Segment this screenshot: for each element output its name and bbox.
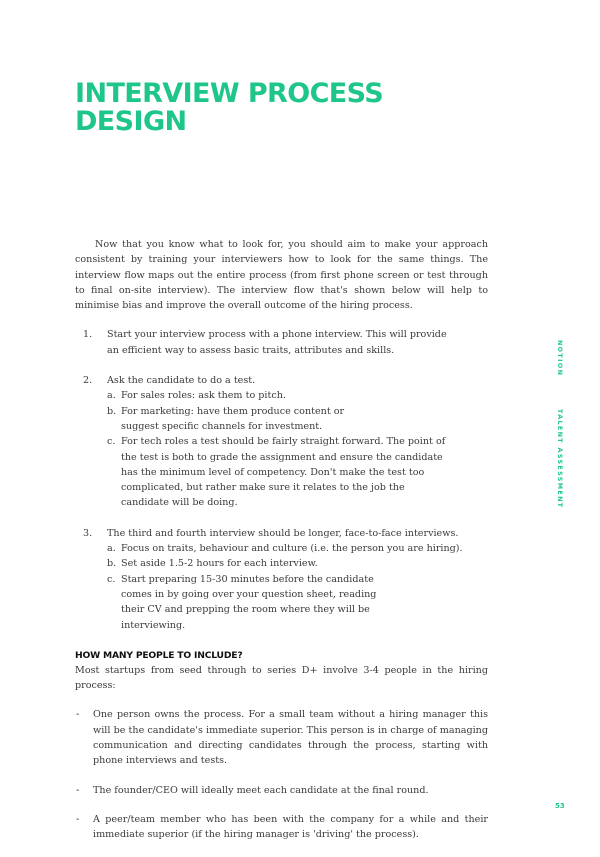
step-item <box>75 373 488 511</box>
sub-step-item <box>107 541 463 556</box>
people-item <box>75 812 488 843</box>
people-list <box>75 707 488 842</box>
sub-step-text: For marketing: have them produce content or suggest specific channels for investment. <box>121 405 345 432</box>
dash-bullet-icon: - <box>76 709 80 721</box>
page-title <box>75 80 383 136</box>
sub-step-letter: a. <box>107 390 116 402</box>
step-text: Start your interview process with a phone interview. This will provide an efficient way to assess basic traits, attributes and skills. <box>107 329 447 356</box>
sub-step-letter: c. <box>107 573 116 585</box>
step-text: Ask the candidate to do a test. <box>107 375 256 387</box>
step-item <box>75 526 488 633</box>
sub-step-text: For tech roles a test should be fairly straight forward. The point of the test is both to grade the assignment and ensure the candidate has the minimum level of competency. Don't make the test too complicated, but rather make sure it relates to the job the candidate will be doing. <box>121 436 446 509</box>
sub-step-item <box>107 404 448 435</box>
sub-step-letter: b. <box>107 558 117 570</box>
sub-steps-list <box>107 388 448 510</box>
step-number: 2. <box>83 375 93 387</box>
step-text: The third and fourth interview should be longer, face-to-face interviews. <box>107 527 459 539</box>
sub-step-item <box>107 572 463 633</box>
body-text <box>75 237 488 857</box>
sub-step-text: Focus on traits, behaviour and culture (i.e. the person you are hiring). <box>121 543 463 555</box>
sub-steps-list <box>107 541 463 633</box>
section-heading: HOW MANY PEOPLE TO INCLUDE? <box>75 649 243 661</box>
people-item <box>75 707 488 768</box>
title-line-2: DESIGN <box>75 106 187 137</box>
sub-step-text: Start preparing 15-30 minutes before the candidate comes in by going over your question sheet, reading their CV and prepping the room where they will be interviewing. <box>121 573 377 631</box>
people-item-text: A peer/team member who has been with the company for a while and their immediate superior (if the hiring manager is 'driving' the process). <box>93 813 488 841</box>
dash-bullet-icon: - <box>76 813 80 825</box>
sub-step-item <box>107 556 463 571</box>
people-item <box>75 783 488 798</box>
sub-step-text: Set aside 1.5-2 hours for each interview. <box>121 558 318 570</box>
interview-steps-list <box>75 327 488 632</box>
sub-step-item <box>107 388 448 403</box>
sub-step-letter: c. <box>107 436 116 448</box>
section-intro: Most startups from seed through to series D+ involve 3-4 people in the hiring process: <box>75 664 488 692</box>
dash-bullet-icon: - <box>76 784 80 796</box>
sub-step-text: For sales roles: ask them to pitch. <box>121 390 286 402</box>
step-number: 1. <box>83 329 93 341</box>
title-line-1: INTERVIEW PROCESS <box>75 78 384 109</box>
page-number: 53 <box>555 802 565 810</box>
sub-step-letter: b. <box>107 405 117 417</box>
step-item <box>75 327 488 358</box>
intro-paragraph: Now that you know what to look for, you should aim to make your approach consistent by training your interviewers how to look for the same things. The interview flow maps out the entire process (from first phone screen or test through to final on-site interview). The interview flow that's shown below will help to minimise bias and improve the overall outcome of the hiring process. <box>75 239 488 312</box>
sub-step-letter: a. <box>107 543 116 555</box>
sub-step-item <box>107 434 448 510</box>
sidebar-brand-label: NOTION <box>556 340 563 377</box>
step-number: 3. <box>83 527 93 539</box>
sidebar-section-label: TALENT ASSESSMENT <box>556 409 563 509</box>
people-item-text: The founder/CEO will ideally meet each candidate at the final round. <box>93 784 429 796</box>
people-item-text: One person owns the process. For a small team without a hiring manager this will be the candidate's immediate superior. This person is in charge of managing communication and directing candidates through the process, starting with phone interviews and tests. <box>93 709 488 767</box>
